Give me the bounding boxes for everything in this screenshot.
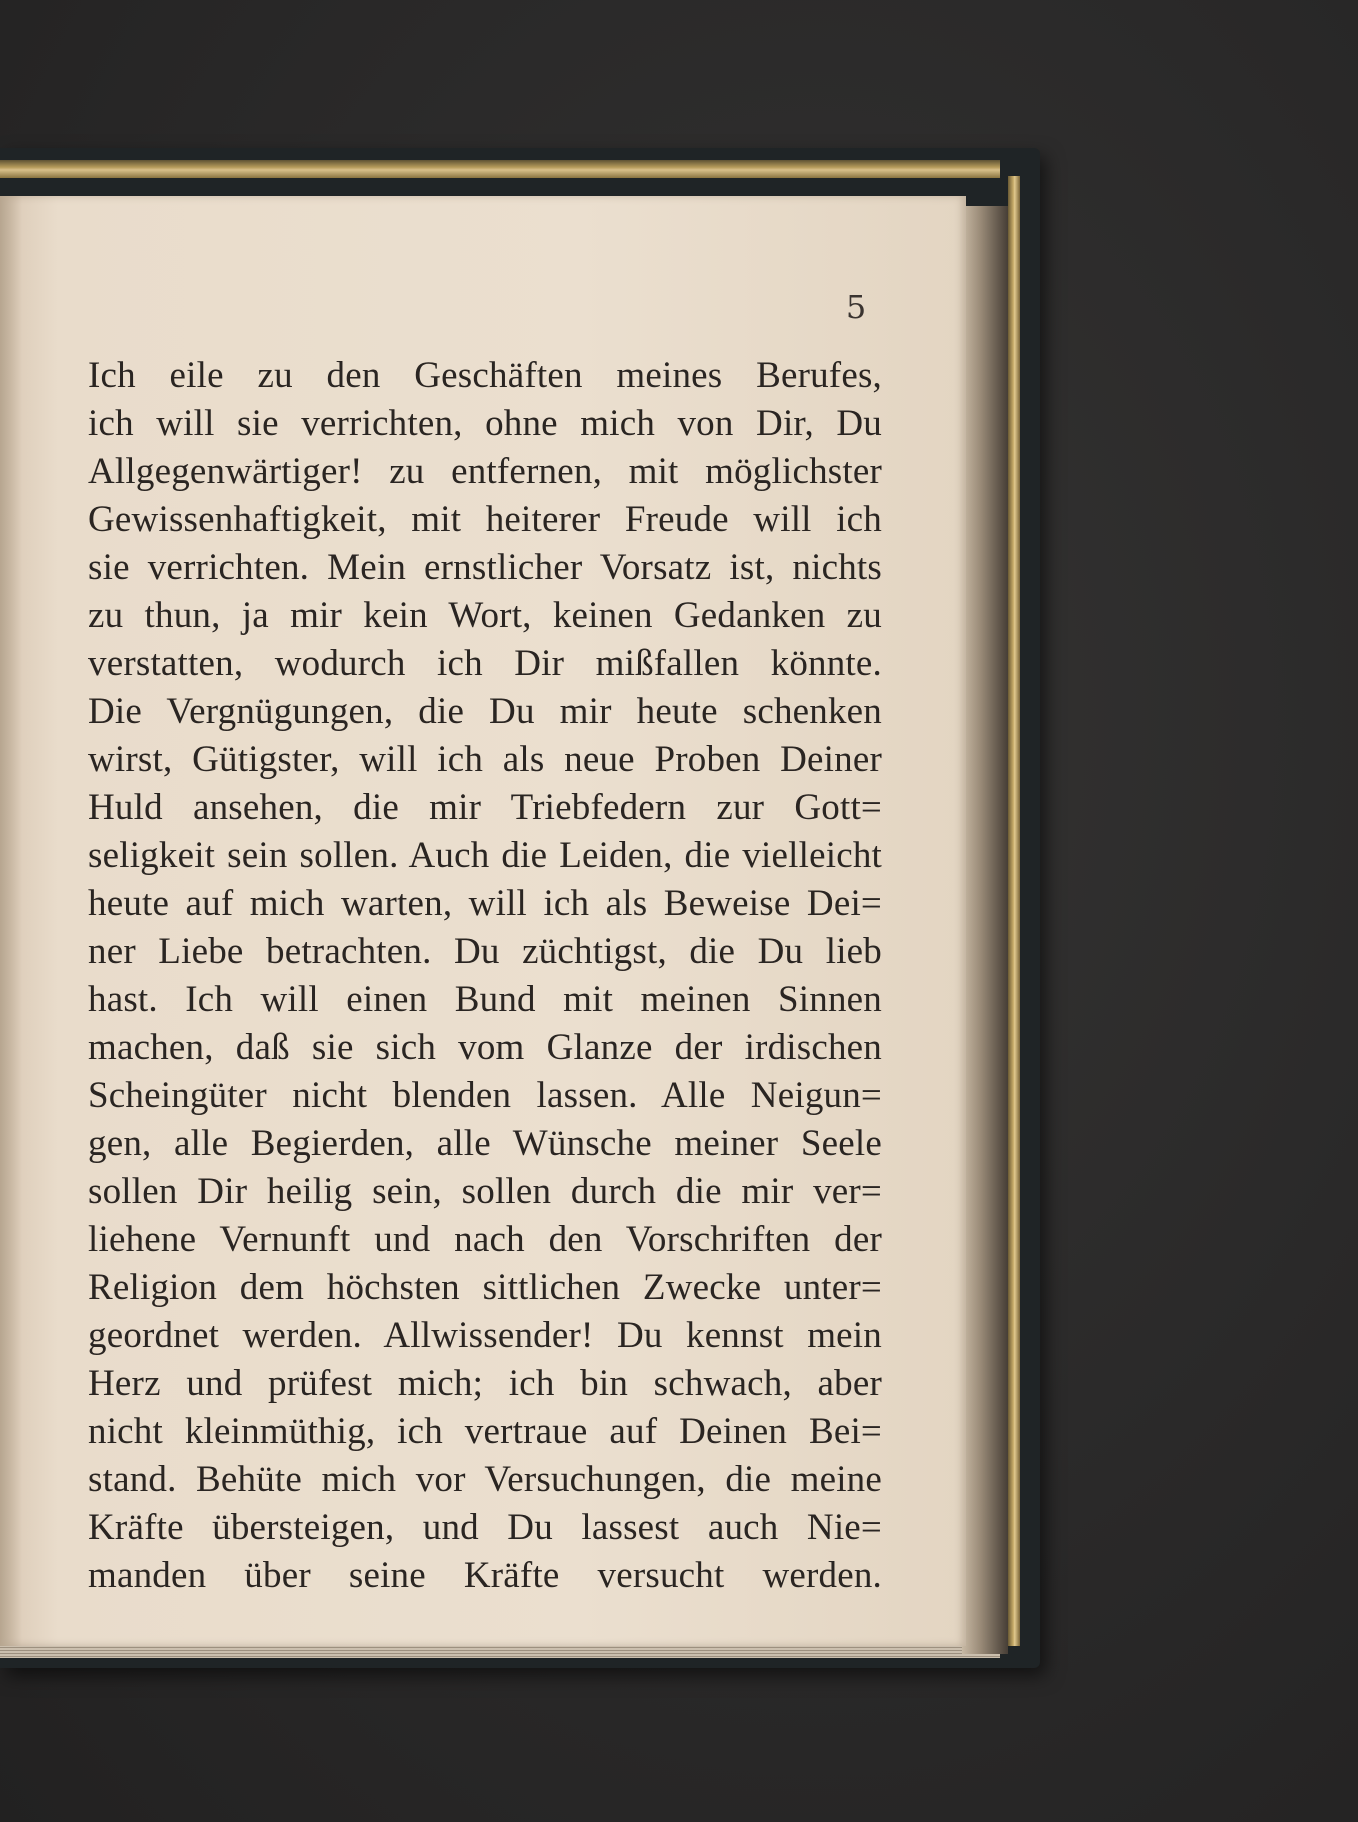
text-line: Gewissenhaftigkeit, mit heiterer Freude will ich <box>88 499 882 540</box>
text-line: Kräfte übersteigen, und Du lassest auch Nie= <box>88 1507 882 1548</box>
text-line: Ich eile zu den Geschäften meines Berufes, <box>88 355 882 396</box>
text-line: Scheingüter nicht blenden lassen. Alle Neigun= <box>88 1075 882 1116</box>
gilt-edge-top <box>0 160 1000 178</box>
text-line: heute auf mich warten, will ich als Beweise Dei= <box>88 883 882 924</box>
text-line: wirst, Gütigster, will ich als neue Proben Deiner <box>88 739 882 780</box>
text-line: seligkeit sein sollen. Auch die Leiden, die vielleicht <box>88 835 882 876</box>
text-line: hast. Ich will einen Bund mit meinen Sinnen <box>88 979 882 1020</box>
text-line: Herz und prüfest mich; ich bin schwach, aber <box>88 1363 882 1404</box>
text-line: manden über seine Kräfte versucht werden. <box>88 1555 882 1596</box>
text-line: geordnet werden. Allwissender! Du kennst mein <box>88 1315 882 1356</box>
page-edge-right <box>962 206 1008 1654</box>
text-line: Allgegenwärtiger! zu entfernen, mit möglichster <box>88 451 882 492</box>
text-line: zu thun, ja mir kein Wort, keinen Gedanken zu <box>88 595 882 636</box>
text-line: Die Vergnügungen, die Du mir heute schenken <box>88 691 882 732</box>
text-line: ner Liebe betrachten. Du züchtigst, die Du lieb <box>88 931 882 972</box>
text-line: stand. Behüte mich vor Versuchungen, die meine <box>88 1459 882 1500</box>
text-line: verstatten, wodurch ich Dir mißfallen könnte. <box>88 643 882 684</box>
text-line: Huld ansehen, die mir Triebfedern zur Gott= <box>88 787 882 828</box>
text-line: sollen Dir heilig sein, sollen durch die mir ver= <box>88 1171 882 1212</box>
text-line: Religion dem höchsten sittlichen Zwecke unter= <box>88 1267 882 1308</box>
text-line: gen, alle Begierden, alle Wünsche meiner Seele <box>88 1123 882 1164</box>
text-line: machen, daß sie sich vom Glanze der irdischen <box>88 1027 882 1068</box>
page-text <box>88 352 882 1600</box>
text-line: nicht kleinmüthig, ich vertraue auf Deinen Bei= <box>88 1411 882 1452</box>
text-line: sie verrichten. Mein ernstlicher Vorsatz ist, nichts <box>88 547 882 588</box>
page-gutter-shadow <box>0 196 22 1646</box>
gilt-edge-right <box>1008 176 1020 1646</box>
text-line: ich will sie verrichten, ohne mich von Dir, Du <box>88 403 882 444</box>
page-number: 5 <box>845 288 867 326</box>
text-line: liehene Vernunft und nach den Vorschriften der <box>88 1219 882 1260</box>
